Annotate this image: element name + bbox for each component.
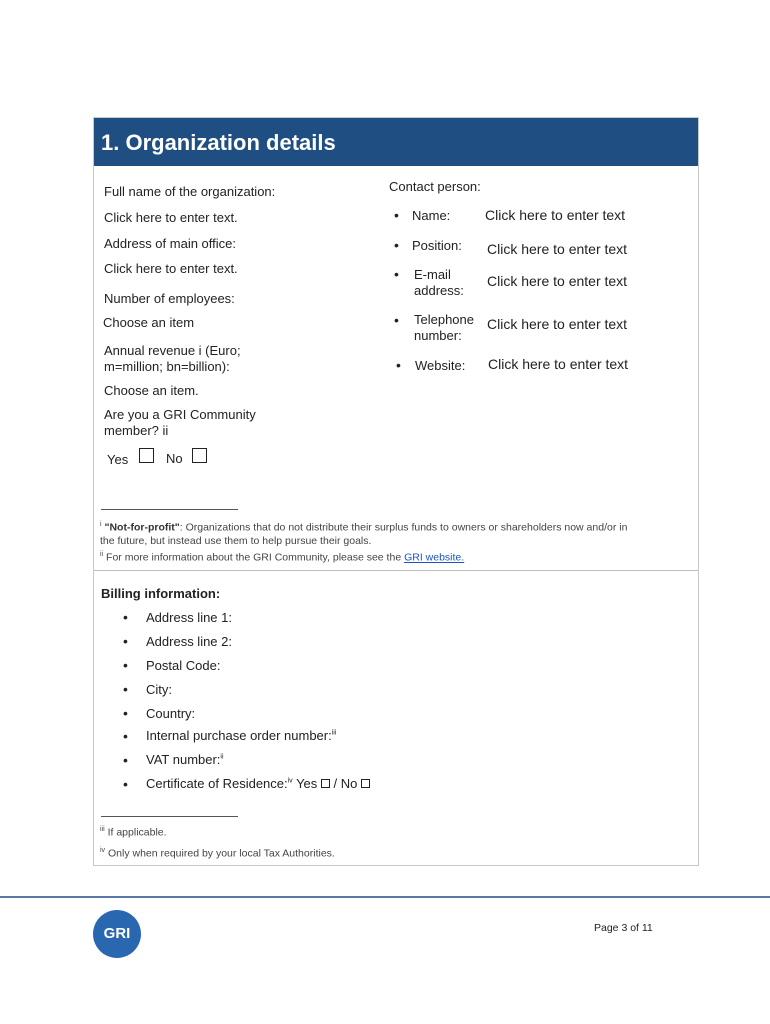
billing-country: Country: — [146, 706, 196, 721]
community-label-line2: member? ii — [104, 423, 169, 438]
billing-po-number — [146, 728, 336, 743]
footnote-text-line2: the future, but instead use them to help pursue their goals. — [100, 534, 372, 547]
yes-checkbox[interactable] — [139, 448, 154, 463]
contact-phone-field[interactable]: Click here to enter text — [487, 316, 628, 332]
contact-position-field[interactable]: Click here to enter text — [487, 241, 628, 257]
bullet-icon: • — [123, 681, 128, 697]
footnote-ref: iii — [331, 729, 337, 737]
contact-heading: Contact person: — [389, 179, 481, 194]
footnote-marker: ii — [100, 551, 104, 558]
billing-vat-label: VAT number: — [146, 752, 221, 767]
no-label: No — [166, 451, 183, 466]
footnote-not-for-profit — [100, 518, 692, 548]
contact-email-label-line2: address: — [414, 283, 464, 298]
footnote-term: "Not-for-profit" — [104, 521, 180, 534]
billing-address-line2: Address line 2: — [146, 634, 232, 649]
billing-vat-number — [146, 752, 224, 767]
billing-address-line1: Address line 1: — [146, 610, 232, 625]
revenue-label-line2: m=million; bn=billion): — [104, 359, 230, 374]
bullet-icon: • — [123, 657, 128, 673]
contact-name-label: Name: — [412, 208, 451, 223]
address-label: Address of main office: — [104, 236, 236, 251]
gri-logo: GRI — [93, 910, 141, 958]
community-label-line1: Are you a GRI Community — [104, 407, 256, 422]
footnote-ref: iv — [287, 777, 293, 785]
footnote-divider — [101, 509, 238, 510]
contact-email-field[interactable]: Click here to enter text — [487, 273, 628, 289]
contact-phone-label-line1: Telephone — [414, 312, 474, 327]
cert-yes-label: Yes — [296, 776, 318, 791]
page-number: Page 3 of 11 — [594, 922, 653, 934]
bullet-icon: • — [123, 609, 128, 625]
full-name-field[interactable]: Click here to enter text. — [104, 210, 238, 225]
bullet-icon: • — [396, 357, 401, 373]
section-title: 1. Organization details — [101, 130, 336, 155]
footnote-tax — [100, 847, 335, 860]
bullet-icon: • — [123, 633, 128, 649]
footnote-if-applicable — [100, 826, 167, 839]
footnote-marker: iii — [100, 826, 105, 833]
bullet-icon: • — [123, 752, 128, 768]
billing-certificate — [146, 776, 370, 791]
bullet-icon: • — [123, 728, 128, 744]
contact-email-label-line1: E-mail — [414, 267, 451, 282]
footnote-text: For more information about the GRI Community, please see the — [106, 551, 405, 564]
bullet-icon: • — [394, 207, 399, 223]
footnote-community — [100, 551, 464, 564]
bullet-icon: • — [394, 312, 399, 328]
revenue-label-line1: Annual revenue i (Euro; — [104, 343, 241, 358]
cert-no-label: / No — [333, 776, 358, 791]
billing-postal-code: Postal Code: — [146, 658, 221, 673]
contact-name-field[interactable]: Click here to enter text — [485, 207, 626, 223]
employees-label: Number of employees: — [104, 291, 235, 306]
section-divider — [94, 570, 698, 571]
billing-heading: Billing information: — [101, 586, 221, 601]
footnote-text: If applicable. — [107, 826, 167, 839]
address-field[interactable]: Click here to enter text. — [104, 261, 238, 276]
cert-no-checkbox[interactable] — [361, 779, 370, 788]
contact-position-label: Position: — [412, 238, 462, 253]
full-name-label: Full name of the organization: — [104, 184, 276, 199]
footnote-marker: i — [100, 521, 102, 528]
footnote-text: Only when required by your local Tax Authorities. — [107, 847, 335, 860]
contact-website-label: Website: — [415, 358, 466, 373]
bullet-icon: • — [123, 776, 128, 792]
bullet-icon: • — [394, 237, 399, 253]
billing-city: City: — [146, 682, 172, 697]
footnote-divider — [101, 816, 238, 817]
no-checkbox[interactable] — [192, 448, 207, 463]
gri-website-link[interactable]: GRI website. — [404, 551, 465, 564]
cert-yes-checkbox[interactable] — [321, 779, 330, 788]
employees-select[interactable]: Choose an item — [103, 315, 195, 330]
bullet-icon: • — [123, 705, 128, 721]
contact-website-field[interactable]: Click here to enter text — [488, 356, 629, 372]
billing-cert-label: Certificate of Residence: — [146, 776, 288, 791]
footnote-marker: iv — [100, 847, 106, 854]
footnote-ref: ii — [220, 753, 224, 761]
revenue-select[interactable]: Choose an item. — [104, 383, 199, 398]
section-header — [94, 118, 698, 166]
contact-phone-label-line2: number: — [414, 328, 462, 343]
footer-divider — [0, 896, 770, 898]
yes-label: Yes — [107, 452, 129, 467]
footnote-text: : Organizations that do not distribute their surplus funds to owners or shareholders now and/or in — [179, 521, 628, 534]
bullet-icon: • — [394, 266, 399, 282]
billing-po-label: Internal purchase order number: — [146, 728, 332, 743]
